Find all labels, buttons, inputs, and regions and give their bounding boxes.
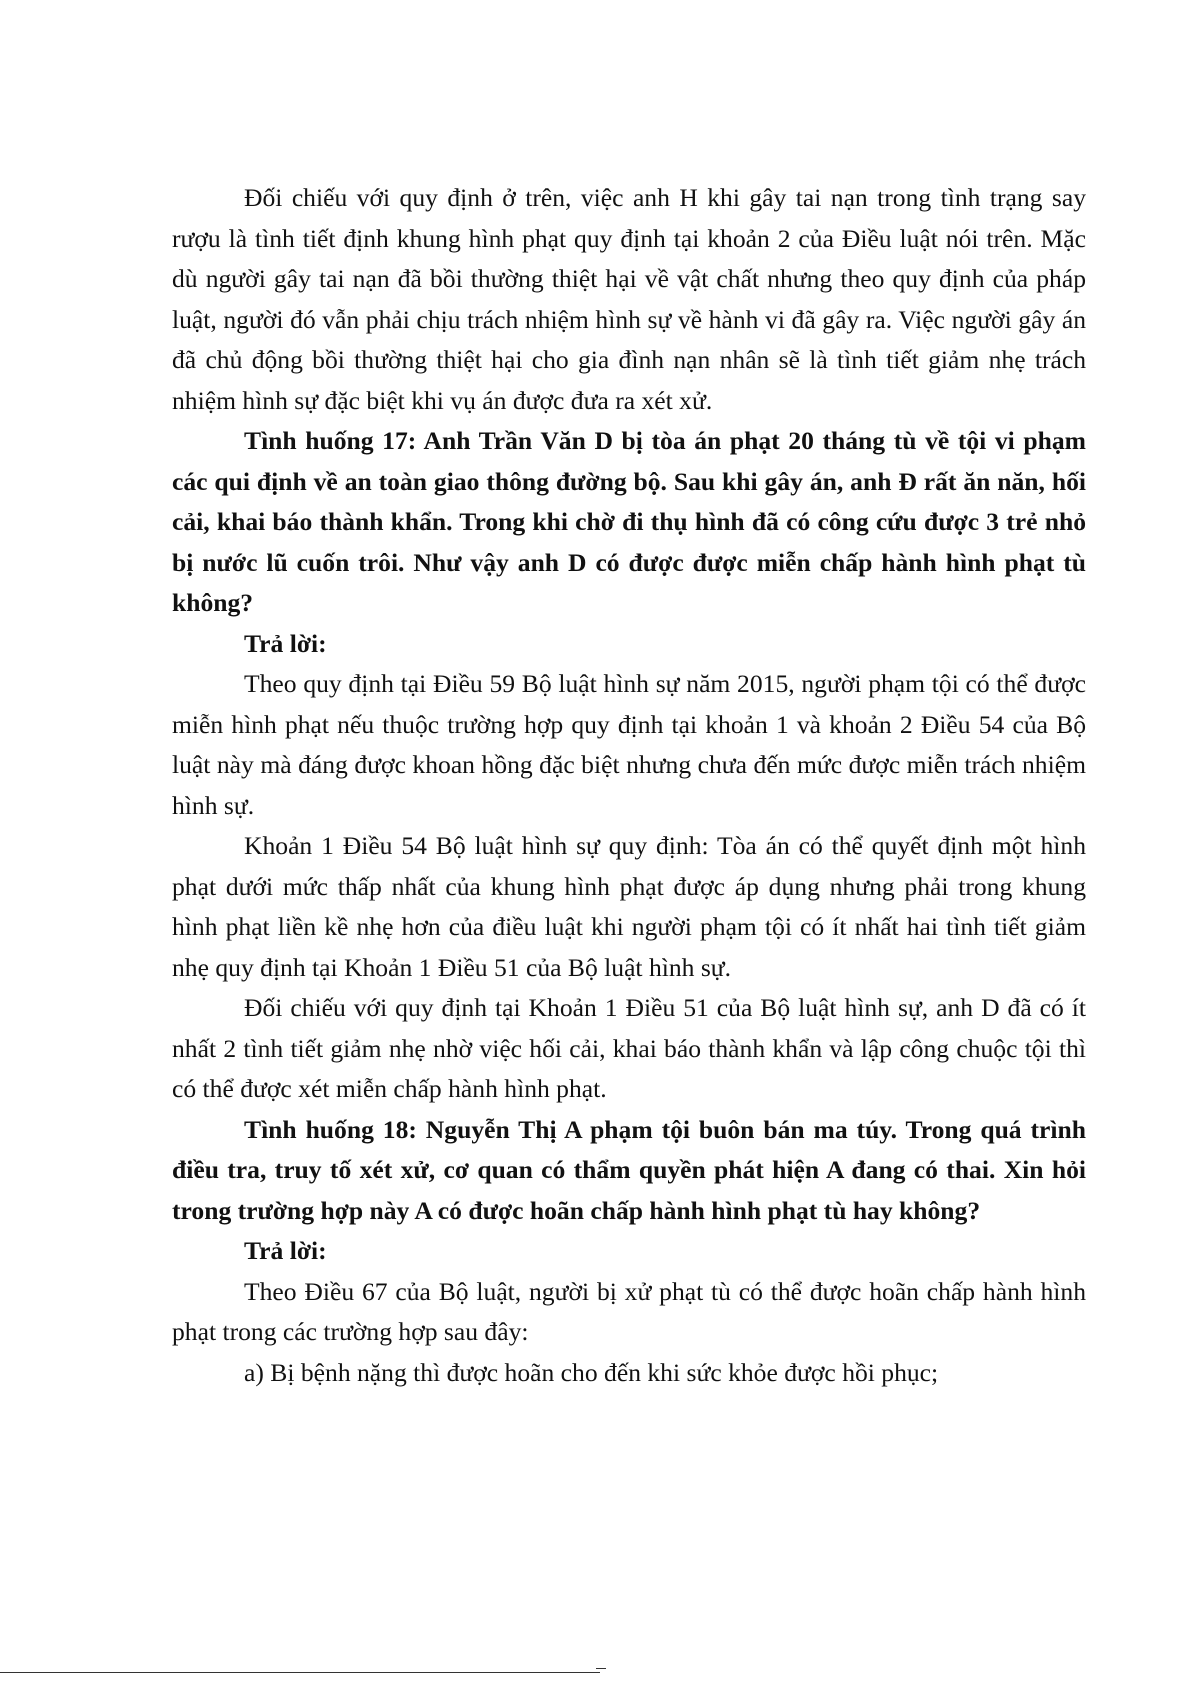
footer-divider <box>0 1672 600 1673</box>
paragraph-article-59: Theo quy định tại Điều 59 Bộ luật hình sự năm 2015, người phạm tội có thể được miễn hình phạt nếu thuộc trường hợp quy định tại khoản 1 và khoản 2 Điều 54 của Bộ luật này mà đáng được khoan hồng đặc biệt nhưng chưa đến mức được miễn trách nhiệm hình sự. <box>172 669 1086 820</box>
paragraph-article-54: Khoản 1 Điều 54 Bộ luật hình sự quy định: Tòa án có thể quyết định một hình phạt dưới mức thấp nhất của khung hình phạt được áp dụng nhưng phải trong khung hình phạt liền kề nhẹ hơn của điều luật khi người phạm tội có ít nhất hai tình tiết giảm nhẹ quy định tại Khoản 1 Điều 51 của Bộ luật hình sự. <box>172 831 1086 982</box>
paragraph-commentary: Đối chiếu với quy định ở trên, việc anh H khi gây tai nạn trong tình trạng say rượu là tình tiết định khung hình phạt quy định tại khoản 2 của Điều luật nói trên. Mặc dù người gây tai nạn đã bồi thường thiệt hại về vật chất nhưng theo quy định của pháp luật, người đó vẫn phải chịu trách nhiệm hình sự về hành vi đã gây ra. Việc người gây án đã chủ động bồi thường thiệt hại cho gia đình nạn nhân sẽ là tình tiết giảm nhẹ trách nhiệm hình sự đặc biệt khi vụ án được đưa ra xét xử. <box>172 183 1086 415</box>
paragraph-article-51: Đối chiếu với quy định tại Khoản 1 Điều 51 của Bộ luật hình sự, anh D đã có ít nhất 2 tình tiết giảm nhẹ nhờ việc hối cải, khai báo thành khẩn và lập công chuộc tội thì có thể được xét miễn chấp hành hình phạt. <box>172 993 1086 1103</box>
answer-label-17: Trả lời: <box>244 628 327 658</box>
footer-mark <box>596 1668 606 1669</box>
situation-17-question: Tình huống 17: Anh Trần Văn D bị tòa án phạt 20 tháng tù về tội vi phạm các qui định về an toàn giao thông đường bộ. Sau khi gây án, anh Đ rất ăn năn, hối cải, khai báo thành khẩn. Trong khi chờ đi thụ hình đã có công cứu được 3 trẻ nhỏ bị nước lũ cuốn trôi. Như vậy anh D có được được miễn chấp hành hình phạt tù không? <box>172 426 1086 617</box>
situation-18-question: Tình huống 18: Nguyễn Thị A phạm tội buôn bán ma túy. Trong quá trình điều tra, truy tố xét xử, cơ quan có thẩm quyền phát hiện A đang có thai. Xin hỏi trong trường hợp này A có được hoãn chấp hành hình phạt tù hay không? <box>172 1114 1086 1225</box>
document-page <box>172 178 1086 1393</box>
answer-label-18: Trả lời: <box>244 1236 327 1265</box>
list-item-a: a) Bị bệnh nặng thì được hoãn cho đến khi sức khỏe được hồi phục; <box>244 1357 939 1387</box>
paragraph-article-67: Theo Điều 67 của Bộ luật, người bị xử phạt tù có thể được hoãn chấp hành hình phạt trong các trường hợp sau đây: <box>172 1276 1086 1346</box>
